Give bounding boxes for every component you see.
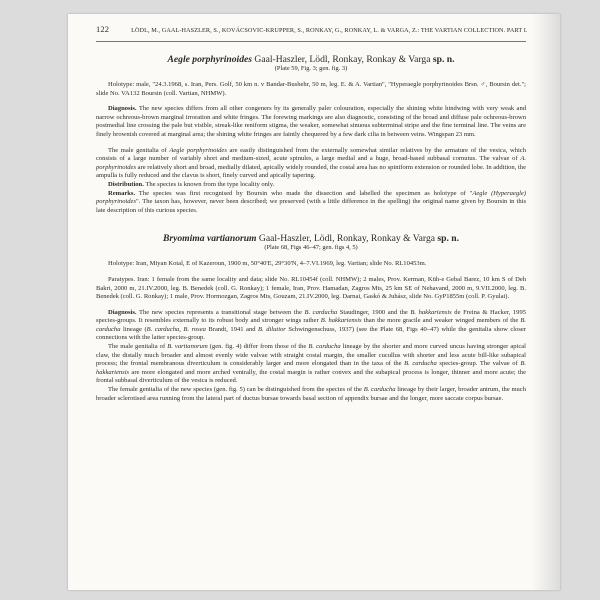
species-authors: Gaal-Haszler, Lödl, Ronkay, Ronkay & Varga [256, 233, 438, 245]
running-title: LÖDL, M., GAAL-HASZLER, S., KOVÁCSOVIC-KRUPPER, S., RONKAY, G., RONKAY, L. & VARGA, Z.: THE VARTIAN COLLECTION. PART I. [131, 27, 528, 34]
diagnosis-paragraph [96, 105, 526, 139]
species-title [96, 233, 526, 244]
species-name-italic: A. porphyrinoides [96, 155, 526, 171]
species-section-2 [96, 233, 526, 403]
diagnosis-heading: Diagnosis. [108, 105, 137, 113]
text-run: lineage by their larger, broader antrum, the much broader sclerotised area running from the lateral part of ductus bursae towards basal section of appendix bursae and the longer, more saccate corpus bursae. [96, 386, 526, 402]
header-rule [96, 41, 526, 42]
species-name-italic: Aegle porphyrinoides [169, 146, 227, 154]
text-run: Schwingenschuss, 1937) (see the Plate 68, Figs 40–47) while the genitalia show closer connections with the latter species-group. [96, 325, 526, 342]
distribution-heading: Distribution. [108, 180, 144, 188]
species-name-italic: B. carducha [363, 386, 396, 394]
text-run: The species was first recognised by Boursin who made the dissection and labelled the specimen as holotype of " [135, 189, 473, 197]
species-name: Aegle porphyrinoides [167, 54, 252, 65]
page-gutter-shadow [532, 14, 560, 590]
remarks-paragraph [96, 190, 526, 216]
text-run: lineage ( [120, 325, 147, 333]
species-name-italic: B. carducha [96, 317, 526, 333]
text-run: than the more gracile and weaker winged members of the [361, 317, 521, 325]
text-run: The new species represents a transitional stage between the [136, 308, 305, 316]
paratypes-paragraph: Paratypes. Iran: 1 female from the same locality and data; slide No. RL10454f (coll. NHMW); 2 males, Prov. Kerman, Küh-e Gebal Barez, 10 km S of Deh Bakri, 2000 m, 21.IV.2000, leg. B. Benedek (coll. G. Ronkay); 1 female, Iran, Prov. Hamadan, Zagros Mts, 25 km SE of Nehavand, 2000 m, 9.VII.2000, leg. B. Benedek (coll. G. Ronkay); 1 male, Prov. Hormozgan, Zagros Mts, Gouzam, 21.IV.2000, leg. Darnai, Gaskó & Juhász, slide No. GyP1855m (coll. P. Gyulai). [96, 275, 526, 301]
species-status: sp. n. [432, 54, 455, 65]
species-name-italic: B. hakkariensis [320, 317, 362, 325]
species-authors: Gaal-Haszler, Lödl, Ronkay, Ronkay & Varga [252, 54, 433, 65]
species-name-italic: B. dilutior [258, 325, 286, 333]
distribution-text: The species is known from the type locality only. [143, 180, 275, 188]
diagnosis-heading: Diagnosis. [108, 308, 137, 316]
text-run: The male genitalia of [108, 146, 170, 154]
diagnosis-text: The new species differs from all other congeners by its generally paler colouration, especially the shining white hindwing with very weak and narrow ochreous-brown marginal irroration and white fringes. The forewing markings are also diagnostic, consisting of the broad and diffuse pale ochreous-brown postmedial line crossing the pale but visible, streak-like reniform stigma, the weaker, somewhat sinuous subterminal stripe and the fine terminal line. The veins are finely brownish covered at marginal area; the shining white fringes are faintly chequered by a few dark cilia in between veins. Wingspan 23 mm. [96, 105, 526, 138]
text-run: are relatively short and broad, medially dilated, apically widely rounded, the costal area has no spiniform extension or rounded lobe. In addition, the ampulla is fully reduced and the clavus is short, finely curved and apically tapering. [96, 163, 526, 180]
text-run: species-group. The valvae of [436, 360, 521, 368]
text-run: The male genitalia of [108, 343, 168, 351]
species-name-italic: B. carducha [404, 360, 437, 368]
holotype-paragraph: Holotype: Iran, Miyan Kotal, E of Kazeroun, 1900 m, 50°40'E, 29°30'N, 4–7.VI.1969, leg. Vartian; slide No. RL10453m. [108, 260, 427, 268]
text-run: (gen. fig. 4) differ from those of the [207, 343, 309, 351]
species-name-italic: B. carducha [304, 308, 338, 316]
genitalia-paragraph [96, 147, 526, 181]
male-genitalia-paragraph [96, 343, 526, 386]
page-number: 122 [96, 24, 110, 34]
remarks-heading: Remarks. [108, 189, 136, 197]
running-header [96, 24, 526, 34]
species-name-italic: B. carducha, B. rosea [146, 325, 206, 333]
species-title [96, 54, 526, 65]
distribution-paragraph [96, 181, 526, 190]
plate-reference: (Plate 68, Figs 46–47; gen. figs 4, 5) [264, 244, 358, 252]
text-run: Brandt, 1941 and [205, 325, 259, 333]
species-status: sp. n. [437, 233, 460, 245]
text-run: Staudinger, 1900 and the [337, 308, 411, 316]
text-run: The female genitalia of the new species (gen. fig. 5) can be distinguished from the species of the [108, 386, 364, 394]
species-name-italic: B. carducha [308, 343, 341, 351]
document-page [68, 14, 560, 590]
species-name: Bryomima vartianorum [162, 233, 257, 245]
text-run: are more elongated and more arched ventrally, the costal margin is rather convex and the subapical process is longer, thinner and more acute; the frontal subbasal diverticulum of the vesica is reduced. [96, 368, 526, 385]
species-name-italic: Aegle (Hyperaegle) porphyrinoides [96, 189, 526, 206]
diagnosis-paragraph [96, 309, 526, 343]
plate-reference: (Plate 59, Fig. 3; gen. fig. 3) [274, 65, 348, 72]
text-run: ". The taxon has, however, never been described; we preserved (with a little difference in the spelling) the original name given by Boursin in this late description of this curious species. [96, 198, 526, 214]
page-content [96, 54, 526, 403]
species-name-italic: B. vartianorum [167, 343, 208, 351]
holotype-paragraph: Holotype: male, "24.3.1968, s. Iran, Pers. Golf, 50 km n. v Bandar-Bushehr, 50 m, leg. E. & A. Vartian", "Hyperaegle porphyrinoides Brsn. ♂, Boursin det."; slide No. VA132 Boursin (coll. Vartian, NHMW). [96, 81, 526, 97]
species-name-italic: B. hakkariensis [96, 360, 526, 376]
text-run: de Freina & Hacker, 1995 species-groups. It resembles externally to its robust body and stronger wings rather [96, 308, 527, 325]
species-section-1 [96, 54, 526, 215]
female-genitalia-paragraph [96, 386, 526, 403]
text-run: are easily distinguished from the externally somewhat similar relatives by the armature of the vesica, which consists of a large number of variably short and medium-sized, acute spinules, a large medial and a huge, broad-based subbasal cornutus. The valvae of [96, 146, 526, 163]
text-run: lineage by the shorter and more curved uncus having stronger apical claw, the distally much broader and almost evenly wide valvae with straight costal margin, the smaller cucullus with shorter and less acute bill-like subapical process; the frontal membranous diverticulum is considerably larger and more elongated than in the taxa of the [96, 343, 526, 368]
species-name-italic: B. hakkariensis [410, 308, 452, 316]
